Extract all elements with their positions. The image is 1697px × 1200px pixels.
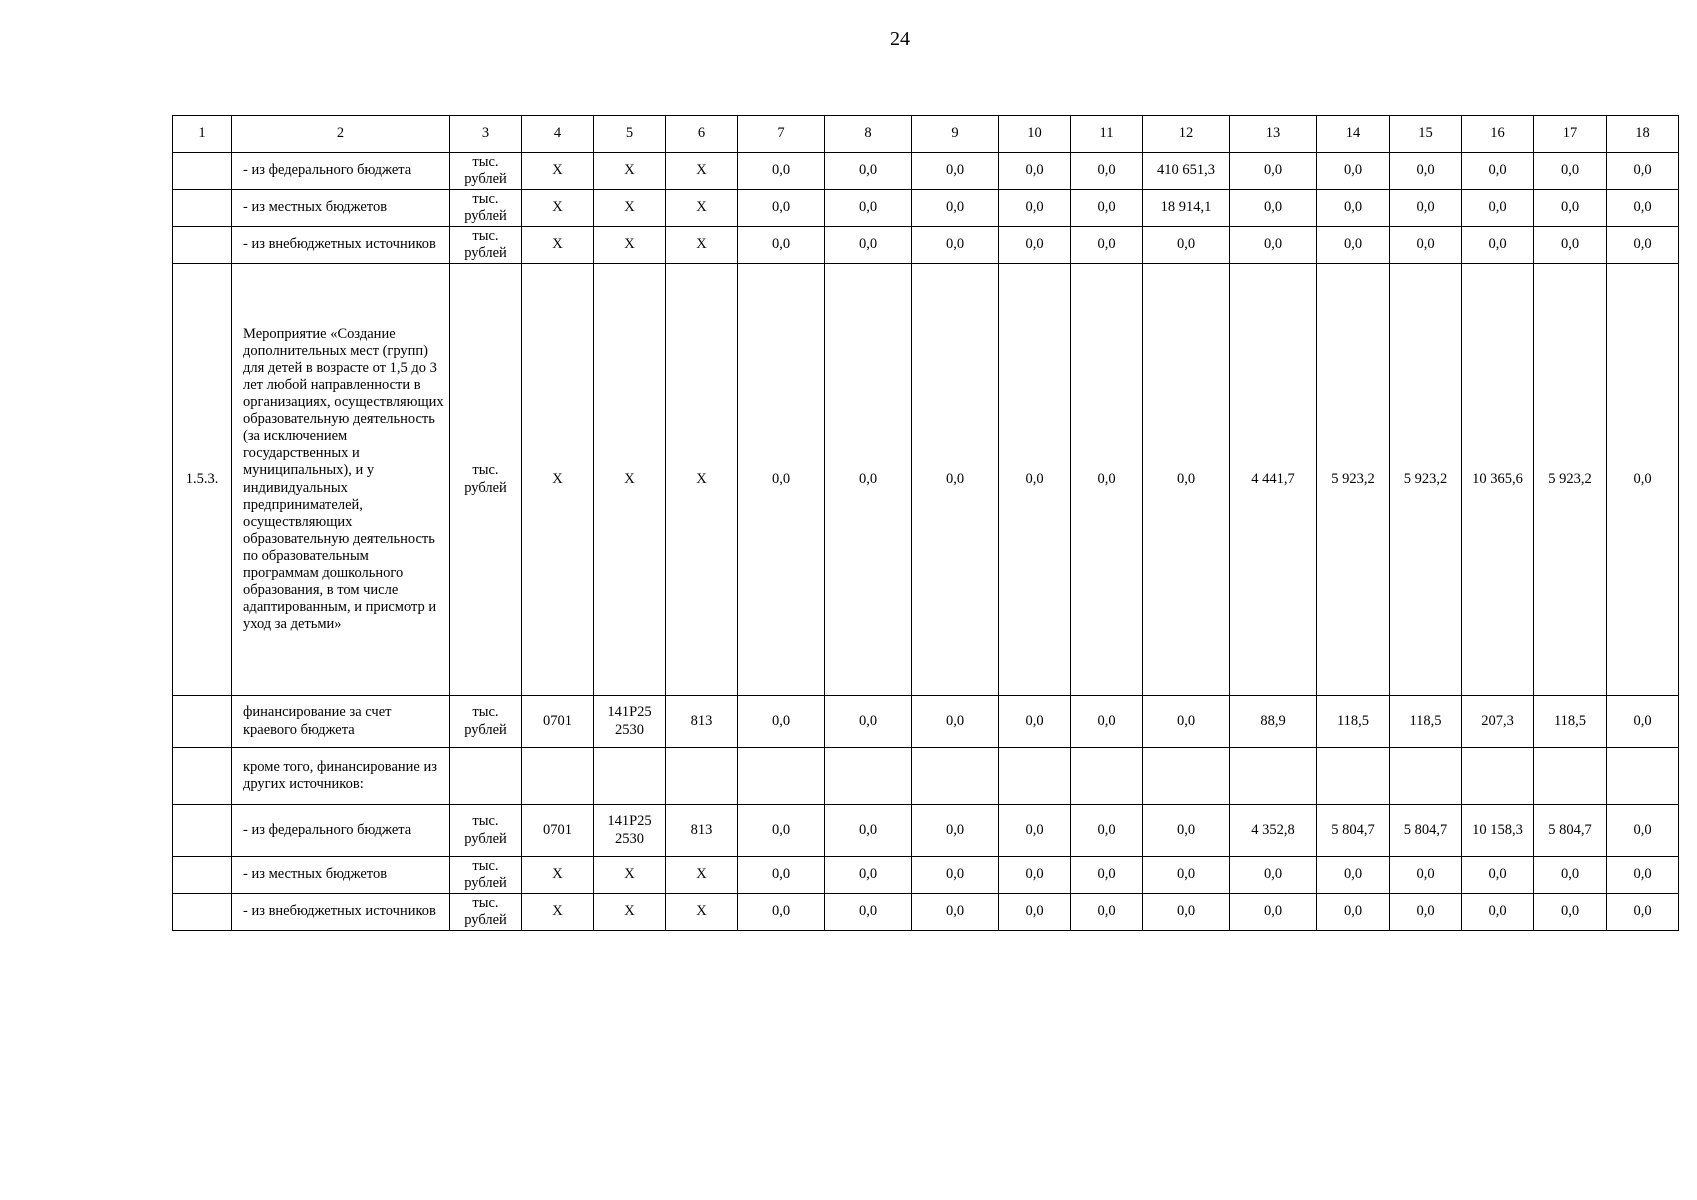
table-cell: 0,0 xyxy=(1143,857,1230,894)
table-cell: 0,0 xyxy=(912,227,999,264)
table-cell: X xyxy=(594,227,666,264)
table-cell: 0,0 xyxy=(1071,805,1143,857)
table-cell: 0,0 xyxy=(912,264,999,696)
table-cell: 0,0 xyxy=(1534,153,1607,190)
row-label-cell: - из федерального бюджета xyxy=(232,805,450,857)
row-number-cell xyxy=(173,894,232,931)
column-number-header: 15 xyxy=(1390,116,1462,153)
column-number-header: 6 xyxy=(666,116,738,153)
table-cell: 118,5 xyxy=(1317,696,1390,748)
table-cell: 0,0 xyxy=(1607,894,1679,931)
table-cell: 0,0 xyxy=(1390,857,1462,894)
row-label-cell: - из внебюджетных источников xyxy=(232,894,450,931)
table-cell: 0,0 xyxy=(1143,805,1230,857)
table-cell: 0,0 xyxy=(1607,805,1679,857)
table-cell: 0,0 xyxy=(999,894,1071,931)
table-cell: 0,0 xyxy=(1607,857,1679,894)
table-cell: 5 804,7 xyxy=(1534,805,1607,857)
table-cell xyxy=(1071,748,1143,805)
column-number-header: 4 xyxy=(522,116,594,153)
table-cell: 0,0 xyxy=(1390,227,1462,264)
table-cell xyxy=(666,748,738,805)
table-cell: 0,0 xyxy=(1390,894,1462,931)
table-cell: 0,0 xyxy=(1143,264,1230,696)
table-cell: 18 914,1 xyxy=(1143,190,1230,227)
table-cell: тыс. рублей xyxy=(450,805,522,857)
table-cell: 0,0 xyxy=(1143,696,1230,748)
row-label-cell: - из внебюджетных источников xyxy=(232,227,450,264)
column-number-header: 14 xyxy=(1317,116,1390,153)
table-cell xyxy=(912,748,999,805)
table-cell: 0,0 xyxy=(1462,227,1534,264)
table-cell: 0,0 xyxy=(1230,190,1317,227)
table-row xyxy=(173,857,1679,894)
table-cell: X xyxy=(666,190,738,227)
table-row xyxy=(173,748,1679,805)
table-cell: 0,0 xyxy=(738,264,825,696)
table-cell: X xyxy=(666,264,738,696)
table-cell: 813 xyxy=(666,805,738,857)
table-cell: 0,0 xyxy=(912,857,999,894)
table-cell: 0,0 xyxy=(1462,857,1534,894)
table-cell: 0,0 xyxy=(1230,857,1317,894)
table-cell: 0,0 xyxy=(1534,857,1607,894)
table-cell: X xyxy=(594,153,666,190)
row-label-cell: - из федерального бюджета xyxy=(232,153,450,190)
table-cell: 0,0 xyxy=(1534,190,1607,227)
table-cell: X xyxy=(522,153,594,190)
table-cell: 141Р25 2530 xyxy=(594,805,666,857)
table-row xyxy=(173,894,1679,931)
table-cell: 0,0 xyxy=(738,190,825,227)
table-cell: 0701 xyxy=(522,696,594,748)
table-cell: 0,0 xyxy=(1071,190,1143,227)
table-cell: 4 441,7 xyxy=(1230,264,1317,696)
table-cell: тыс. рублей xyxy=(450,696,522,748)
table-cell: 5 804,7 xyxy=(1317,805,1390,857)
table-cell: 0,0 xyxy=(825,857,912,894)
column-number-header: 13 xyxy=(1230,116,1317,153)
table-cell xyxy=(1534,748,1607,805)
table-cell: 0,0 xyxy=(825,696,912,748)
table-cell: 0,0 xyxy=(1317,153,1390,190)
table-cell: X xyxy=(522,227,594,264)
table-cell: 5 804,7 xyxy=(1390,805,1462,857)
column-number-header: 12 xyxy=(1143,116,1230,153)
table-cell: 5 923,2 xyxy=(1534,264,1607,696)
page-number: 24 xyxy=(890,28,910,50)
table-row xyxy=(173,805,1679,857)
table-cell: X xyxy=(522,190,594,227)
table-cell: 0,0 xyxy=(1317,227,1390,264)
table-cell: 0,0 xyxy=(825,894,912,931)
table-cell: 0,0 xyxy=(999,805,1071,857)
row-number-cell xyxy=(173,153,232,190)
table-cell: 0,0 xyxy=(999,857,1071,894)
table-row xyxy=(173,190,1679,227)
table-cell: 0,0 xyxy=(1390,153,1462,190)
table-cell: 813 xyxy=(666,696,738,748)
table-cell: 0,0 xyxy=(999,264,1071,696)
table-cell: 0,0 xyxy=(912,190,999,227)
row-number-cell xyxy=(173,190,232,227)
column-number-header: 2 xyxy=(232,116,450,153)
table-cell: 0,0 xyxy=(825,805,912,857)
row-label-cell: - из местных бюджетов xyxy=(232,857,450,894)
table-cell xyxy=(1143,748,1230,805)
table-cell: 0,0 xyxy=(999,153,1071,190)
table-cell xyxy=(1230,748,1317,805)
row-label-cell: кроме того, финансирование из других источников: xyxy=(232,748,450,805)
table-cell: 4 352,8 xyxy=(1230,805,1317,857)
table-cell: 0,0 xyxy=(1607,227,1679,264)
table-cell: X xyxy=(522,894,594,931)
table-cell: 0,0 xyxy=(1390,190,1462,227)
table-cell: 0,0 xyxy=(1230,894,1317,931)
table-cell: 0,0 xyxy=(738,857,825,894)
row-number-cell xyxy=(173,696,232,748)
table-cell: тыс. рублей xyxy=(450,857,522,894)
table-cell: 0,0 xyxy=(912,894,999,931)
column-number-header: 7 xyxy=(738,116,825,153)
table-cell: 0701 xyxy=(522,805,594,857)
table-cell: 0,0 xyxy=(1230,153,1317,190)
table-cell: 0,0 xyxy=(912,696,999,748)
table-row xyxy=(173,696,1679,748)
table-cell: 0,0 xyxy=(738,227,825,264)
table-cell: 0,0 xyxy=(825,264,912,696)
table-cell: 0,0 xyxy=(1317,190,1390,227)
table-cell: 0,0 xyxy=(1071,857,1143,894)
column-number-header: 9 xyxy=(912,116,999,153)
table-cell: 10 365,6 xyxy=(1462,264,1534,696)
table-cell: 0,0 xyxy=(1607,696,1679,748)
table-cell xyxy=(1317,748,1390,805)
column-number-header: 3 xyxy=(450,116,522,153)
table-cell: 5 923,2 xyxy=(1390,264,1462,696)
table-cell: 0,0 xyxy=(1230,227,1317,264)
table-cell: 0,0 xyxy=(999,696,1071,748)
table-cell: X xyxy=(594,857,666,894)
table-cell: тыс. рублей xyxy=(450,264,522,696)
table-cell: 5 923,2 xyxy=(1317,264,1390,696)
table-cell: X xyxy=(594,894,666,931)
column-number-header: 5 xyxy=(594,116,666,153)
table-cell: X xyxy=(522,857,594,894)
table-cell: 0,0 xyxy=(1071,227,1143,264)
row-label-cell: Мероприятие «Создание дополнительных мест (групп) для детей в возрасте от 1,5 до 3 лет любой направленности в организациях, осуществляющих образовательную деятельность (за исключением государственных и муниципальных), и у индивидуальных предпринимателей, осуществляющих образовательную деятельность по образовательным программам дошкольного образования, в том числе адаптированным, и присмотр и уход за детьми» xyxy=(232,264,450,696)
table-cell xyxy=(1607,748,1679,805)
table-cell: X xyxy=(594,190,666,227)
table-cell: X xyxy=(666,227,738,264)
table-cell: 0,0 xyxy=(1071,696,1143,748)
table-cell: 0,0 xyxy=(1607,153,1679,190)
table-cell: 88,9 xyxy=(1230,696,1317,748)
table-cell: 118,5 xyxy=(1390,696,1462,748)
table-cell: тыс. рублей xyxy=(450,153,522,190)
column-number-header: 16 xyxy=(1462,116,1534,153)
table-cell: 0,0 xyxy=(912,153,999,190)
row-number-cell: 1.5.3. xyxy=(173,264,232,696)
table-cell: 0,0 xyxy=(1534,894,1607,931)
table-cell: X xyxy=(522,264,594,696)
table-cell: 0,0 xyxy=(1462,894,1534,931)
column-number-header: 10 xyxy=(999,116,1071,153)
table-row xyxy=(173,227,1679,264)
table-cell: 0,0 xyxy=(738,894,825,931)
table-cell: 0,0 xyxy=(738,696,825,748)
table-cell: тыс. рублей xyxy=(450,227,522,264)
table-cell xyxy=(999,748,1071,805)
table-row xyxy=(173,264,1679,696)
table-cell xyxy=(450,748,522,805)
table-cell: 118,5 xyxy=(1534,696,1607,748)
budget-table xyxy=(172,115,1679,931)
table-cell xyxy=(522,748,594,805)
column-number-header: 18 xyxy=(1607,116,1679,153)
table-cell: 0,0 xyxy=(825,153,912,190)
table-cell: 0,0 xyxy=(1071,153,1143,190)
row-number-cell xyxy=(173,227,232,264)
table-cell: 0,0 xyxy=(738,805,825,857)
table-cell: 0,0 xyxy=(1462,190,1534,227)
table-cell: 0,0 xyxy=(1607,264,1679,696)
table-cell xyxy=(738,748,825,805)
table-cell: X xyxy=(666,153,738,190)
row-number-cell xyxy=(173,805,232,857)
table-cell: 0,0 xyxy=(825,227,912,264)
column-number-header: 1 xyxy=(173,116,232,153)
table-cell: 141Р25 2530 xyxy=(594,696,666,748)
table-cell: X xyxy=(594,264,666,696)
table-row xyxy=(173,153,1679,190)
column-number-header: 8 xyxy=(825,116,912,153)
table-cell: 0,0 xyxy=(1607,190,1679,227)
row-label-cell: - из местных бюджетов xyxy=(232,190,450,227)
table-cell: 0,0 xyxy=(1317,894,1390,931)
table-cell: 0,0 xyxy=(1071,264,1143,696)
table-cell: 0,0 xyxy=(999,227,1071,264)
table-cell: 0,0 xyxy=(1462,153,1534,190)
table-cell xyxy=(594,748,666,805)
column-number-header: 11 xyxy=(1071,116,1143,153)
table-cell xyxy=(1390,748,1462,805)
table-cell: тыс. рублей xyxy=(450,190,522,227)
table-cell: 0,0 xyxy=(1317,857,1390,894)
table-cell: 0,0 xyxy=(1143,894,1230,931)
table-cell: 10 158,3 xyxy=(1462,805,1534,857)
table-cell xyxy=(825,748,912,805)
table-cell: 0,0 xyxy=(912,805,999,857)
table-cell: 0,0 xyxy=(1071,894,1143,931)
row-number-cell xyxy=(173,857,232,894)
table-cell: 0,0 xyxy=(1534,227,1607,264)
table-cell: 410 651,3 xyxy=(1143,153,1230,190)
table-cell: X xyxy=(666,894,738,931)
table-cell: 0,0 xyxy=(825,190,912,227)
table-cell: 0,0 xyxy=(999,190,1071,227)
table-cell: 0,0 xyxy=(738,153,825,190)
table-cell: 207,3 xyxy=(1462,696,1534,748)
table-cell: 0,0 xyxy=(1143,227,1230,264)
table-header-row xyxy=(173,116,1679,153)
table-cell: X xyxy=(666,857,738,894)
column-number-header: 17 xyxy=(1534,116,1607,153)
row-label-cell: финансирование за счет краевого бюджета xyxy=(232,696,450,748)
table-cell xyxy=(1462,748,1534,805)
row-number-cell xyxy=(173,748,232,805)
table-cell: тыс. рублей xyxy=(450,894,522,931)
